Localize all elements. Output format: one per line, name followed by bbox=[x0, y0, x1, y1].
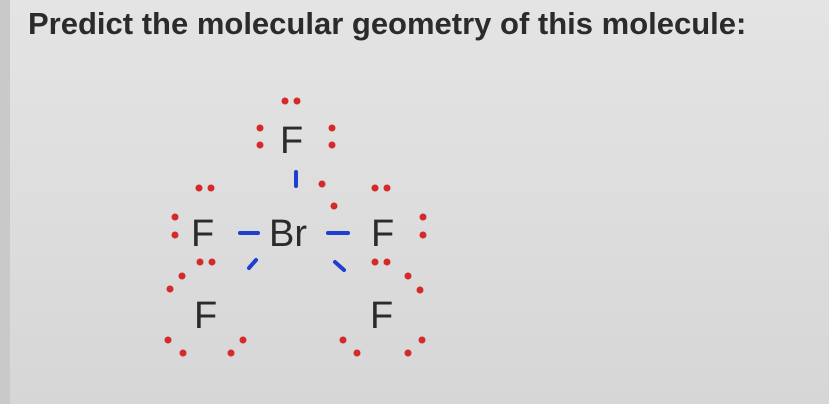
atom-left-fluorine: F bbox=[191, 213, 215, 255]
atom-right-fluorine: F bbox=[371, 213, 395, 255]
bond-bottom-left bbox=[249, 260, 256, 268]
atom-center-bromine: Br bbox=[269, 213, 307, 255]
atom-bottom-left-fluorine: F bbox=[194, 295, 218, 337]
bond-bottom-right bbox=[335, 262, 344, 270]
question-text: Predict the molecular geometry of this molecule: bbox=[28, 6, 747, 41]
atom-bottom-right-fluorine: F bbox=[370, 295, 394, 337]
atom-top-fluorine: F bbox=[280, 120, 304, 162]
